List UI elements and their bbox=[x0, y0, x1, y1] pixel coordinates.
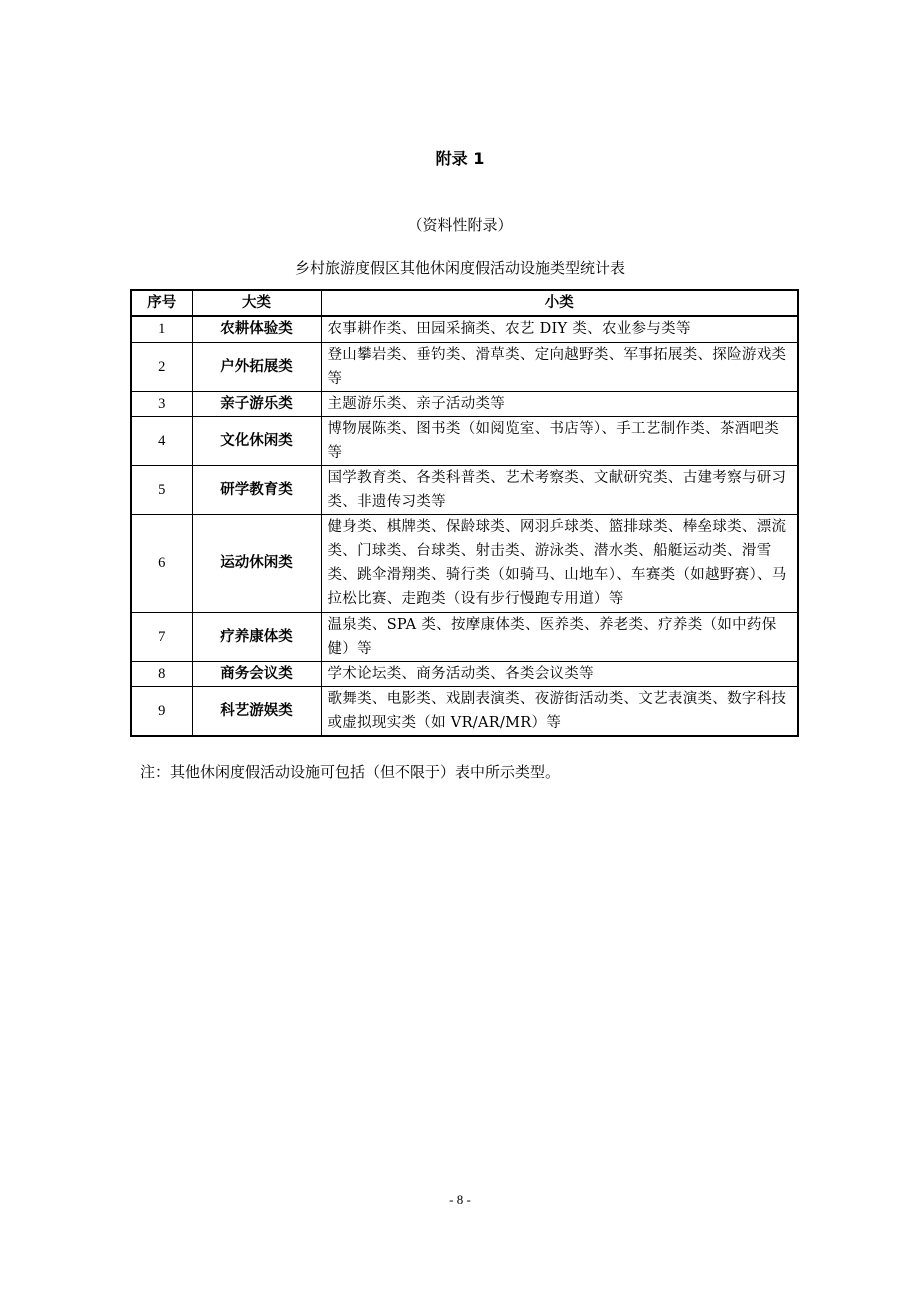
table-row bbox=[131, 316, 798, 342]
header-major-category: 大类 bbox=[192, 290, 321, 316]
table-footnote: 注：其他休闲度假活动设施可包括（但不限于）表中所示类型。 bbox=[140, 763, 561, 781]
table-row bbox=[131, 465, 798, 514]
table-row bbox=[131, 416, 798, 465]
row-major-category: 科艺游娱类 bbox=[192, 686, 321, 736]
facility-type-table bbox=[130, 289, 799, 737]
row-index: 6 bbox=[131, 514, 192, 612]
header-index: 序号 bbox=[131, 290, 192, 316]
row-index: 8 bbox=[131, 661, 192, 686]
table-row bbox=[131, 661, 798, 686]
appendix-title: 附录 1 bbox=[435, 149, 485, 168]
row-index: 4 bbox=[131, 416, 192, 465]
header-minor-category: 小类 bbox=[321, 290, 798, 316]
row-minor-category: 健身类、棋牌类、保龄球类、网羽乒球类、篮排球类、棒垒球类、漂流类、门球类、台球类、射击类、游泳类、潜水类、船艇运动类、滑雪类、跳伞滑翔类、骑行类（如骑马、山地车）、车赛类（如越野赛）、马拉松比赛、走跑类（设有步行慢跑专用道）等 bbox=[321, 514, 798, 612]
row-minor-category: 国学教育类、各类科普类、艺术考察类、文献研究类、古建考察与研习类、非遗传习类等 bbox=[321, 465, 798, 514]
appendix-note: （资料性附录） bbox=[407, 216, 513, 234]
row-minor-category: 登山攀岩类、垂钓类、滑草类、定向越野类、军事拓展类、探险游戏类等 bbox=[321, 342, 798, 391]
table-row bbox=[131, 612, 798, 661]
row-minor-category: 歌舞类、电影类、戏剧表演类、夜游街活动类、文艺表演类、数字科技或虚拟现实类（如 VR/AR/MR）等 bbox=[321, 686, 798, 736]
row-index: 2 bbox=[131, 342, 192, 391]
table-header-row bbox=[131, 290, 798, 316]
row-minor-category: 温泉类、SPA 类、按摩康体类、医养类、养老类、疗养类（如中药保健）等 bbox=[321, 612, 798, 661]
row-major-category: 亲子游乐类 bbox=[192, 391, 321, 416]
row-major-category: 疗养康体类 bbox=[192, 612, 321, 661]
row-minor-category: 博物展陈类、图书类（如阅览室、书店等）、手工艺制作类、茶酒吧类等 bbox=[321, 416, 798, 465]
table-row bbox=[131, 514, 798, 612]
row-minor-category: 农事耕作类、田园采摘类、农艺 DIY 类、农业参与类等 bbox=[321, 316, 798, 342]
row-index: 1 bbox=[131, 316, 192, 342]
row-minor-category: 主题游乐类、亲子活动类等 bbox=[321, 391, 798, 416]
row-minor-category: 学术论坛类、商务活动类、各类会议类等 bbox=[321, 661, 798, 686]
row-major-category: 农耕体验类 bbox=[192, 316, 321, 342]
row-major-category: 运动休闲类 bbox=[192, 514, 321, 612]
row-index: 3 bbox=[131, 391, 192, 416]
table-title: 乡村旅游度假区其他休闲度假活动设施类型统计表 bbox=[294, 259, 625, 277]
table-row bbox=[131, 391, 798, 416]
row-index: 5 bbox=[131, 465, 192, 514]
row-major-category: 文化休闲类 bbox=[192, 416, 321, 465]
table-row bbox=[131, 342, 798, 391]
row-major-category: 商务会议类 bbox=[192, 661, 321, 686]
row-index: 7 bbox=[131, 612, 192, 661]
row-major-category: 户外拓展类 bbox=[192, 342, 321, 391]
row-major-category: 研学教育类 bbox=[192, 465, 321, 514]
table-row bbox=[131, 686, 798, 736]
page-number: - 8 - bbox=[449, 1192, 471, 1207]
row-index: 9 bbox=[131, 686, 192, 736]
